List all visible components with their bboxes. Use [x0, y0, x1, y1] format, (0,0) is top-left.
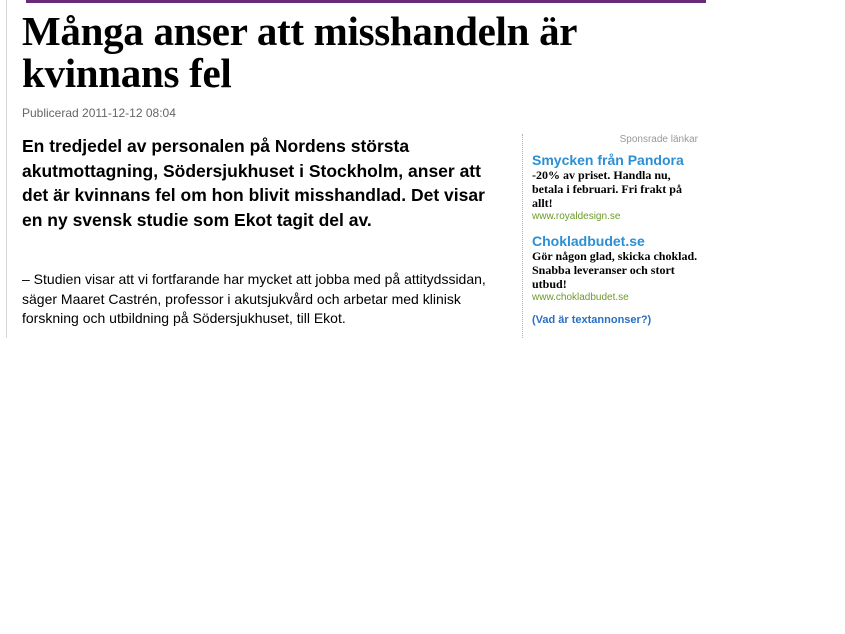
top-accent-bar: [26, 0, 706, 3]
published-date: Publicerad 2011-12-12 08:04: [22, 106, 176, 120]
what-are-text-ads-link[interactable]: (Vad är textannonser?): [532, 314, 652, 326]
article-lead: En tredjedel av personalen på Nordens största akutmottagning, Södersjukhuset i Stockholm, anser att det är kvinnans fel om hon blivit misshandlad. Det visar en ny svensk studie som Ekot tagit del av.: [22, 136, 485, 230]
ad-url-link[interactable]: www.royaldesign.se: [532, 211, 621, 222]
article-body: – Studien visar att vi fortfarande har mycket att jobba med på attitydssidan, säger Maaret Castrén, professor i akutsjukvård och arbetar med klinisk forskning och utbildning på Södersjukhuset, till Ekot.: [22, 271, 486, 326]
ad-url-link[interactable]: www.chokladbudet.se: [532, 292, 629, 303]
sponsored-links-box: [532, 134, 698, 326]
ad-title-link[interactable]: Chokladbudet.se: [532, 233, 645, 249]
left-divider: [6, 0, 7, 338]
sidebar-divider: [522, 134, 523, 338]
ad-text: Gör någon glad, skicka choklad. Snabba leveranser och stort utbud!: [532, 249, 698, 291]
ad-title-link[interactable]: Smycken från Pandora: [532, 152, 684, 168]
ad-item: [532, 233, 698, 304]
ad-text: -20% av priset. Handla nu, betala i februari. Fri frakt på allt!: [532, 168, 682, 210]
sponsored-links-title: Sponsrade länkar: [619, 134, 698, 145]
article-headline: Många anser att misshandeln är kvinnans fel: [22, 8, 577, 96]
ad-item: [532, 152, 698, 223]
